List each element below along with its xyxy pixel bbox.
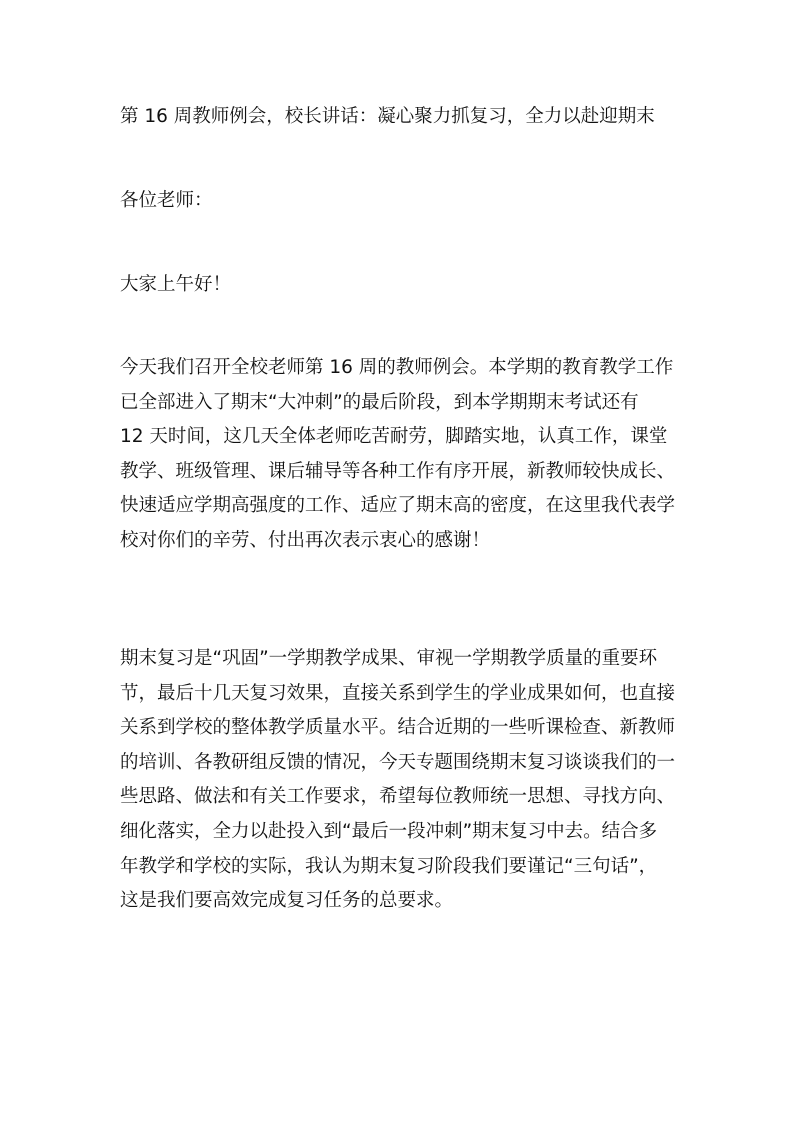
- paragraph-2: [120, 642, 680, 919]
- paragraph-line: 细化落实，全力以赴投入到“最后一段冲刺”期末复习中去。结合多: [120, 820, 658, 842]
- paragraph-line: 的培训、各教研组反馈的情况，今天专题围绕期末复习谈谈我们的一: [120, 751, 676, 773]
- paragraph-line: 校对你们的辛劳、付出再次表示衷心的感谢！: [120, 529, 491, 551]
- paragraph-1: [120, 351, 680, 559]
- hello-line: [120, 268, 680, 303]
- paragraph-line: 关系到学校的整体教学质量水平。结合近期的一些听课检查、新教师: [120, 717, 676, 739]
- paragraph-line: 年教学和学校的实际，我认为期末复习阶段我们要谨记“三句话”，: [120, 855, 658, 877]
- paragraph-line: 今天我们召开全校老师第 16 周的教师例会。本学期的教育教学工作: [120, 357, 674, 378]
- paragraph-line: 些思路、做法和有关工作要求，希望每位教师统一思想、寻找方向、: [120, 786, 676, 808]
- paragraph-line: 期末复习是“巩固”一学期教学成果、审视一学期教学质量的重要环: [120, 648, 658, 669]
- greeting-line: [120, 184, 680, 219]
- paragraph-line: 快速适应学期高强度的工作、适应了期末高的密度，在这里我代表学: [120, 495, 676, 517]
- paragraph-line: 已全部进入了期末“大冲刺”的最后阶段，到本学期期末考试还有: [120, 391, 639, 413]
- document-title: [120, 100, 680, 135]
- title-line: 第 16 周教师例会，校长讲话：凝心聚力抓复习，全力以赴迎期末: [120, 106, 655, 127]
- greeting-text: 各位老师：: [120, 190, 213, 211]
- paragraph-line: 节，最后十几天复习效果，直接关系到学生的学业成果如何，也直接: [120, 682, 676, 704]
- hello-text: 大家上午好！: [120, 274, 232, 295]
- paragraph-line: 12 天时间，这几天全体老师吃苦耐劳，脚踏实地，认真工作，课堂: [120, 426, 668, 448]
- paragraph-line: 教学、班级管理、课后辅导等各种工作有序开展，新教师较快成长、: [120, 460, 676, 482]
- paragraph-line: 这是我们要高效完成复习任务的总要求。: [120, 890, 454, 912]
